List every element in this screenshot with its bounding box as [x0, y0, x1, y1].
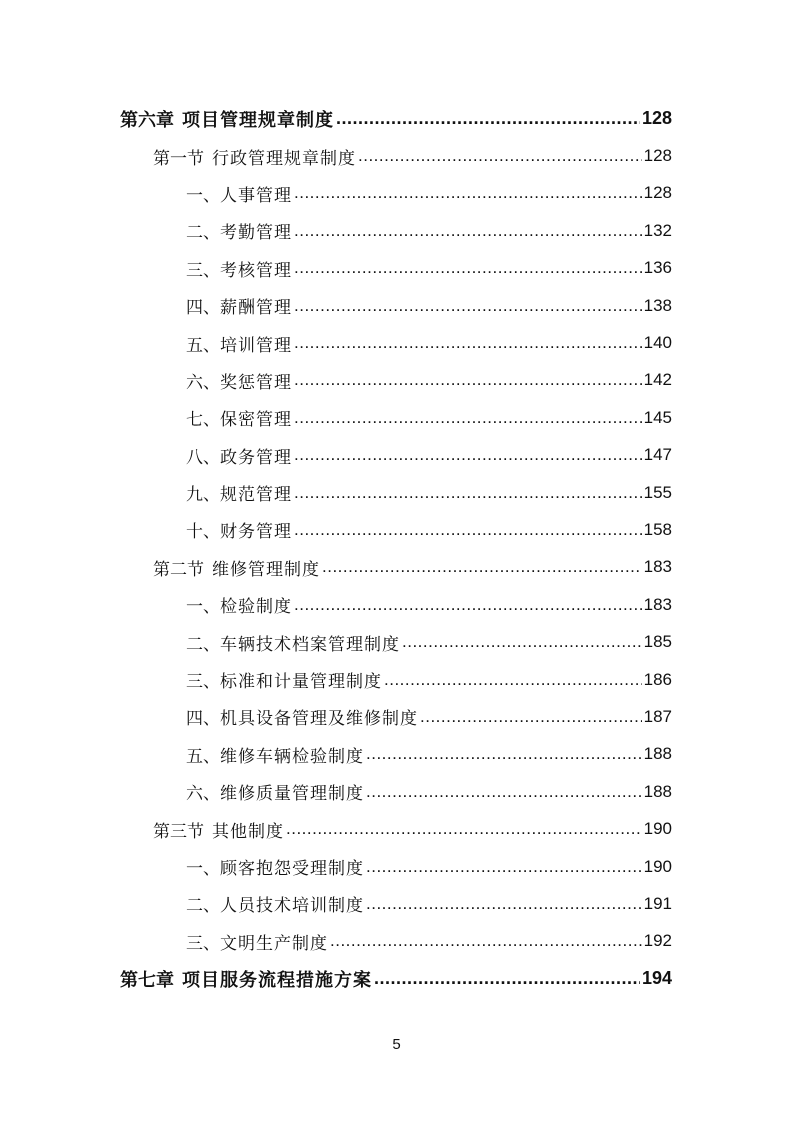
entry-number: 五、: [186, 746, 220, 767]
toc-item-entry[interactable]: [0, 250, 793, 287]
toc-item-entry[interactable]: [0, 885, 793, 922]
toc-entry-line: [153, 144, 672, 169]
entry-page-number: 142: [643, 370, 672, 390]
toc-entry-line: [153, 817, 672, 842]
entry-number: 三、: [186, 933, 220, 954]
entry-number: 二、: [186, 223, 220, 244]
toc-item-entry[interactable]: [0, 175, 793, 212]
dot-leader: [294, 221, 642, 241]
dot-leader: [420, 707, 642, 727]
entry-page-number: 191: [643, 893, 672, 913]
toc-chapter-entry[interactable]: [0, 100, 793, 137]
dot-leader: [330, 931, 642, 951]
entry-title: 保密管理: [220, 410, 292, 431]
entry-title: 考勤管理: [220, 223, 292, 244]
toc-entry-line: [186, 779, 672, 804]
dot-leader: [294, 370, 642, 390]
toc-item-entry[interactable]: [0, 362, 793, 399]
toc-item-entry[interactable]: [0, 923, 793, 960]
entry-page-number: 186: [643, 669, 672, 689]
dot-leader: [366, 782, 642, 802]
entry-title: 政务管理: [220, 447, 292, 468]
entry-page-number: 190: [643, 819, 672, 839]
toc-entry-line: [186, 854, 672, 879]
entry-title: 车辆技术档案管理制度: [220, 634, 400, 655]
toc-item-entry[interactable]: [0, 848, 793, 885]
entry-title: 检验制度: [220, 597, 292, 618]
dot-leader: [294, 483, 642, 503]
entry-page-number: 155: [643, 482, 672, 502]
toc-entry-line: [153, 555, 672, 580]
entry-page-number: 187: [643, 706, 672, 726]
toc-item-entry[interactable]: [0, 399, 793, 436]
entry-title: 人事管理: [220, 185, 292, 206]
toc-entry-line: [186, 480, 672, 505]
toc-section-entry[interactable]: [0, 549, 793, 586]
entry-number: 九、: [186, 485, 220, 506]
entry-number: 六、: [186, 784, 220, 805]
entry-page-number: 158: [643, 519, 672, 539]
toc-entry-line: [186, 405, 672, 430]
entry-number: 十、: [186, 522, 220, 543]
toc-section-entry[interactable]: [0, 810, 793, 847]
entry-title: 奖惩管理: [220, 372, 292, 393]
entry-number: 一、: [186, 185, 220, 206]
toc-entry-line: [186, 331, 672, 356]
dot-leader: [294, 520, 642, 540]
entry-page-number: 136: [643, 258, 672, 278]
dot-leader: [366, 744, 642, 764]
dot-leader: [402, 632, 642, 652]
entry-page-number: 188: [643, 744, 672, 764]
dot-leader: [294, 445, 642, 465]
entry-page-number: 140: [643, 333, 672, 353]
entry-title: 维修管理制度: [212, 559, 320, 580]
toc-item-entry[interactable]: [0, 474, 793, 511]
toc-entry-line: [186, 667, 672, 692]
entry-page-number: 183: [643, 557, 672, 577]
toc-item-entry[interactable]: [0, 437, 793, 474]
entry-title: 机具设备管理及维修制度: [220, 709, 418, 730]
entry-number: 第六章: [120, 109, 174, 131]
toc-item-entry[interactable]: [0, 212, 793, 249]
entry-title: 标准和计量管理制度: [220, 672, 382, 693]
dot-leader: [374, 968, 640, 989]
entry-number: 一、: [186, 859, 220, 879]
dot-leader: [294, 408, 642, 428]
dot-leader: [294, 333, 642, 353]
dot-leader: [358, 146, 642, 166]
entry-number: 一、: [186, 597, 220, 618]
entry-page-number: 192: [643, 931, 672, 951]
entry-title: 培训管理: [220, 335, 292, 356]
entry-number: 八、: [186, 447, 220, 468]
toc-entry-line: [186, 218, 672, 243]
entry-number: 三、: [186, 672, 220, 693]
entry-page-number: 128: [641, 108, 672, 129]
dot-leader: [322, 557, 642, 577]
entry-number: 第一节: [153, 148, 204, 169]
entry-number: 第三节: [153, 821, 204, 842]
toc-entry-line: [186, 517, 672, 542]
entry-title: 项目服务流程措施方案: [182, 969, 372, 991]
entry-number: 七、: [186, 410, 220, 431]
toc-entry-line: [186, 704, 672, 729]
entry-number: 四、: [186, 709, 220, 730]
entry-number: 二、: [186, 896, 220, 917]
entry-page-number: 128: [643, 146, 672, 166]
entry-number: 二、: [186, 634, 220, 655]
toc-entry-line: [186, 293, 672, 318]
entry-title: 顾客抱怨受理制度: [220, 859, 364, 879]
entry-title: 维修质量管理制度: [220, 784, 364, 805]
toc-chapter-entry[interactable]: [0, 960, 793, 997]
toc-entry-line: [186, 443, 672, 468]
toc-entry-line: [186, 181, 672, 206]
entry-page-number: 194: [641, 968, 672, 989]
toc-item-entry[interactable]: [0, 773, 793, 810]
entry-page-number: 128: [643, 183, 672, 203]
entry-page-number: 132: [643, 220, 672, 240]
entry-title: 行政管理规章制度: [212, 148, 356, 169]
entry-page-number: 183: [643, 594, 672, 614]
dot-leader: [286, 819, 642, 839]
toc-entry-line: [186, 630, 672, 655]
entry-number: 四、: [186, 298, 220, 319]
entry-title: 薪酬管理: [220, 298, 292, 319]
entry-page-number: 138: [643, 295, 672, 315]
toc-entry-line: [186, 742, 672, 767]
entry-page-number: 147: [643, 445, 672, 465]
toc-section-entry[interactable]: [0, 137, 793, 174]
entry-page-number: 190: [643, 856, 672, 876]
table-of-contents: [0, 100, 793, 997]
entry-title: 考核管理: [220, 260, 292, 281]
toc-item-entry[interactable]: [0, 586, 793, 623]
toc-entry-line: [186, 891, 672, 916]
entry-title: 财务管理: [220, 522, 292, 543]
toc-item-entry[interactable]: [0, 324, 793, 361]
toc-entry-line: [120, 106, 672, 132]
toc-entry-line: [186, 368, 672, 393]
entry-title: 项目管理规章制度: [182, 109, 334, 131]
toc-entry-line: [186, 256, 672, 281]
entry-page-number: 188: [643, 781, 672, 801]
entry-number: 六、: [186, 372, 220, 393]
entry-number: 五、: [186, 335, 220, 356]
dot-leader: [336, 108, 640, 129]
entry-page-number: 145: [643, 407, 672, 427]
entry-number: 第二节: [153, 559, 204, 580]
toc-entry-line: [120, 966, 672, 992]
entry-number: 第七章: [120, 969, 174, 991]
dot-leader: [384, 670, 642, 690]
entry-title: 其他制度: [212, 821, 284, 842]
toc-item-entry[interactable]: [0, 511, 793, 548]
dot-leader: [294, 258, 642, 278]
entry-title: 维修车辆检验制度: [220, 746, 364, 767]
entry-title: 人员技术培训制度: [220, 896, 364, 917]
entry-page-number: 185: [643, 632, 672, 652]
toc-item-entry[interactable]: [0, 287, 793, 324]
entry-number: 三、: [186, 260, 220, 281]
dot-leader: [294, 595, 642, 615]
toc-item-entry[interactable]: [0, 736, 793, 773]
toc-item-entry[interactable]: [0, 698, 793, 735]
dot-leader: [366, 894, 642, 914]
dot-leader: [294, 183, 642, 203]
entry-title: 规范管理: [220, 485, 292, 506]
dot-leader: [366, 857, 642, 877]
dot-leader: [294, 296, 642, 316]
toc-entry-line: [186, 929, 672, 954]
toc-item-entry[interactable]: [0, 623, 793, 660]
entry-title: 文明生产制度: [220, 933, 328, 954]
toc-entry-line: [186, 592, 672, 617]
page-number: 5: [392, 1036, 401, 1053]
toc-item-entry[interactable]: [0, 661, 793, 698]
